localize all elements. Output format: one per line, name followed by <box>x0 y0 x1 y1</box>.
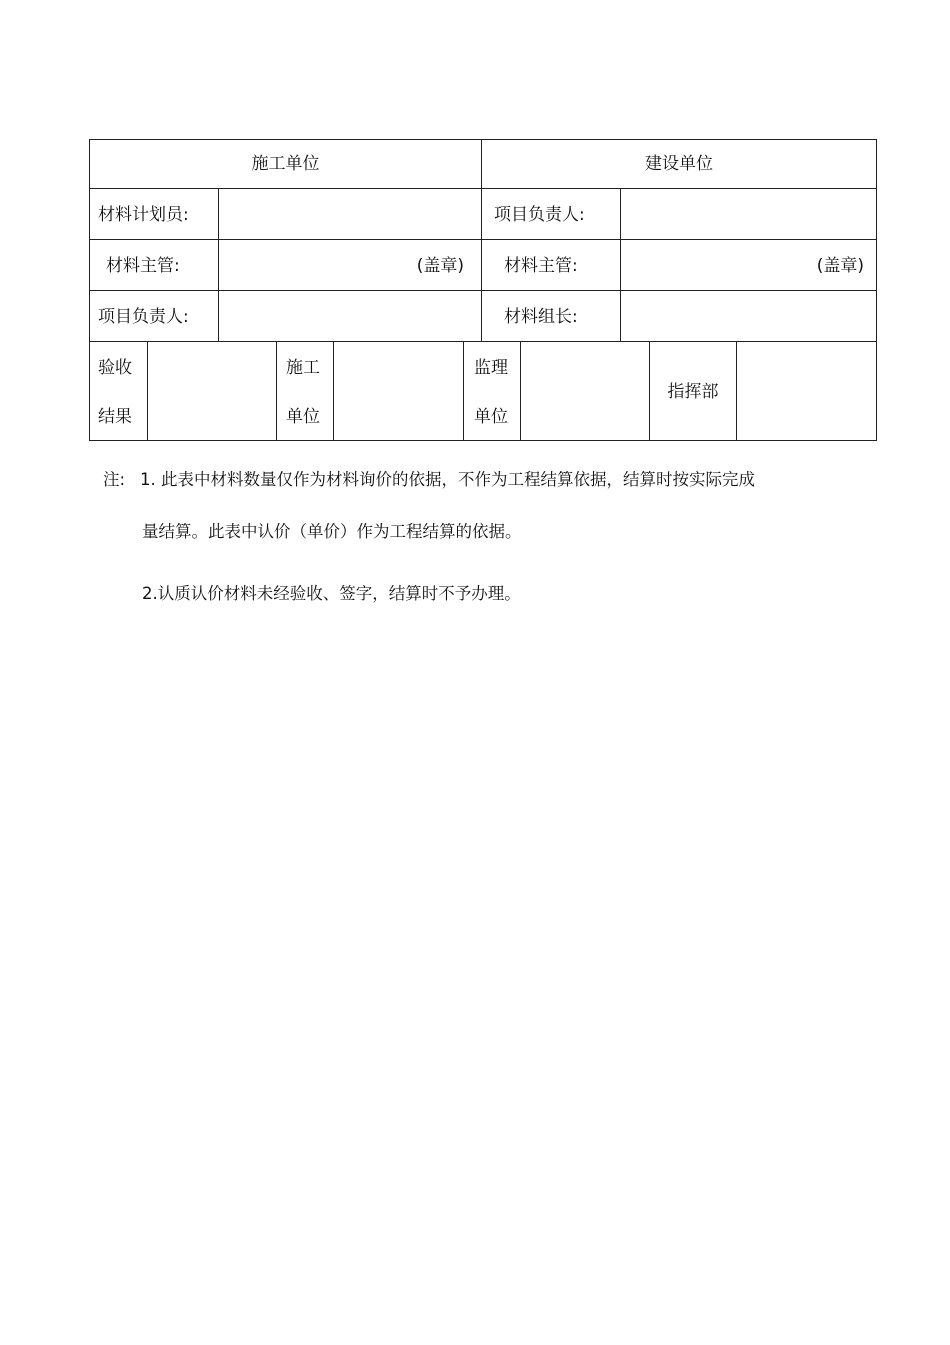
field-material-planner[interactable] <box>219 189 481 239</box>
label-project-manager-client: 项目负责人: <box>494 205 585 225</box>
signature-table <box>89 139 877 441</box>
note-1-line-1: 1. 此表中材料数量仅作为材料询价的依据，不作为工程结算依据，结算时按实际完成 <box>140 470 755 489</box>
header-client-unit: 建设单位 <box>645 154 713 174</box>
header-construction-unit: 施工单位 <box>251 154 320 174</box>
field-project-manager-client[interactable] <box>621 189 876 239</box>
label-acceptance-result-line2: 结果 <box>98 407 132 427</box>
field-supervision-unit-signature[interactable] <box>521 342 649 440</box>
label-project-manager-construction: 项目负责人: <box>98 307 189 327</box>
label-supervision-unit-line2: 单位 <box>474 407 508 427</box>
label-construction-unit-line2: 单位 <box>286 407 320 427</box>
field-acceptance-result[interactable] <box>148 342 276 440</box>
field-headquarters-signature[interactable] <box>737 342 876 440</box>
label-acceptance-result-line1: 验收 <box>98 358 132 378</box>
label-material-supervisor-client: 材料主管: <box>504 256 578 276</box>
label-material-planner: 材料计划员: <box>98 205 189 225</box>
label-material-team-leader: 材料组长: <box>504 307 578 327</box>
seal-note-construction: (盖章) <box>416 256 464 276</box>
note-2: 2.认质认价材料未经验收、签字，结算时不予办理。 <box>142 584 521 603</box>
field-material-team-leader[interactable] <box>621 291 876 341</box>
label-construction-unit-line1: 施工 <box>286 358 320 378</box>
label-headquarters: 指挥部 <box>667 382 719 402</box>
seal-note-client: (盖章) <box>816 256 864 276</box>
label-supervision-unit-line1: 监理 <box>474 358 508 378</box>
notes-prefix: 注: <box>103 470 126 489</box>
field-project-manager-construction[interactable] <box>219 291 481 341</box>
column-divider <box>463 341 464 440</box>
label-material-supervisor-construction: 材料主管: <box>106 256 180 276</box>
field-construction-unit-signature[interactable] <box>334 342 463 440</box>
column-divider <box>276 341 277 440</box>
note-1-line-2: 量结算。此表中认价（单价）作为工程结算的依据。 <box>142 522 522 541</box>
